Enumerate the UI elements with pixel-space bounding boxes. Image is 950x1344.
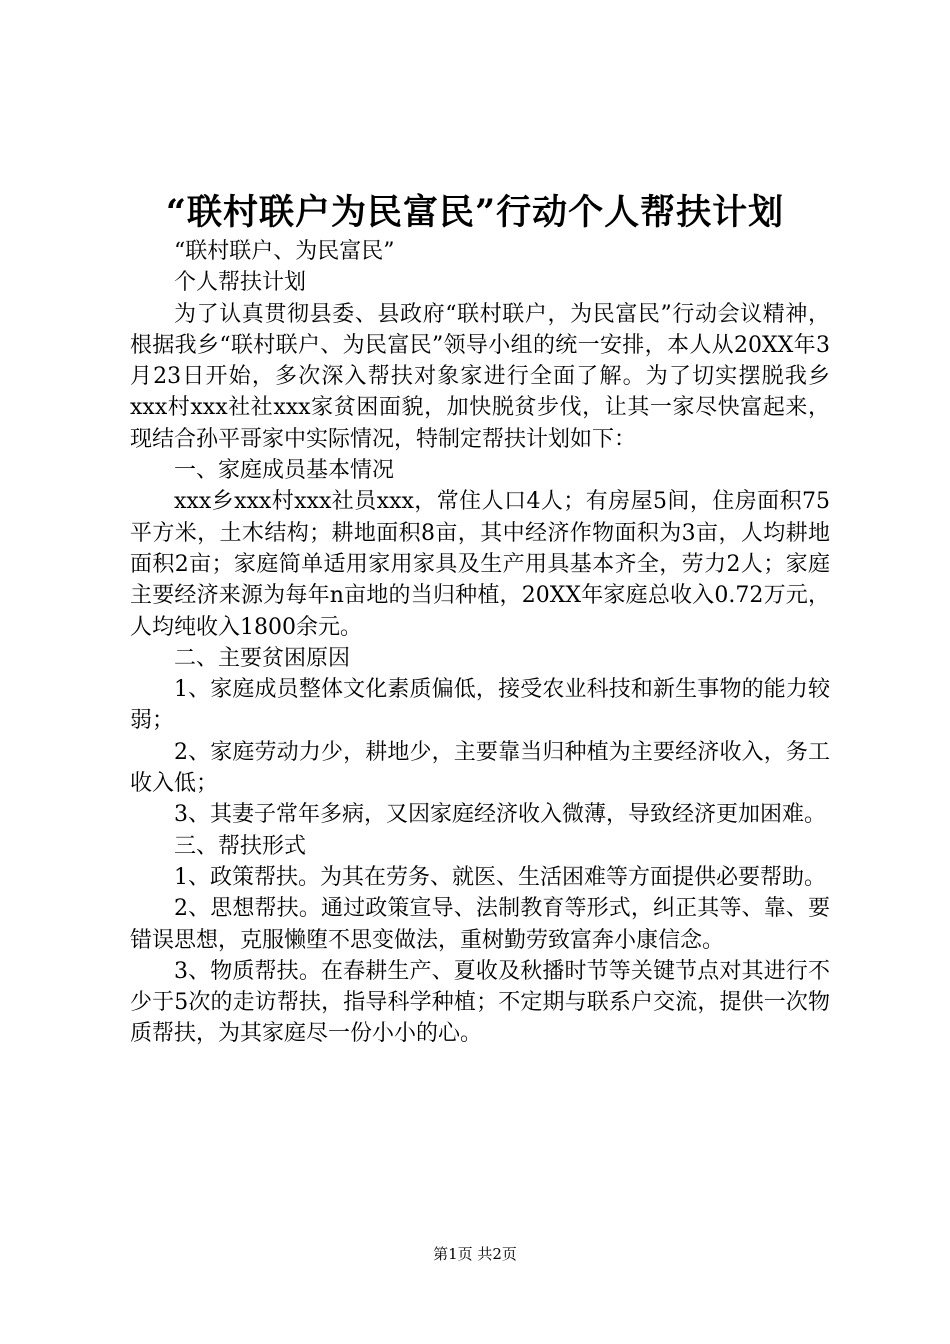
paragraph-family-info: xxx乡xxx村xxx社员xxx，常住人口4人；有房屋5间，住房面积75平方米，土木结构；耕地面积8亩，其中经济作物面积为3亩，人均耕地面积2亩；家庭简单适用家用家具及生产用具基本齐全，劳力2人；家庭主要经济来源为每年n亩地的当归种植，20XX年家庭总收入0.72万元，人均纯收入1800余元。 <box>130 489 830 640</box>
paragraph-form-2: 2、思想帮扶。通过政策宣导、法制教育等形式，纠正其等、靠、要错误思想，克服懒堕不思变做法，重树勤劳致富奔小康信念。 <box>130 896 830 953</box>
document-body <box>130 236 830 1050</box>
page-footer: 第1页 共2页 <box>433 1245 517 1263</box>
paragraph-form-3: 3、物质帮扶。在春耕生产、夏收及秋播时节等关键节点对其进行不少于5次的走访帮扶，指导科学种植；不定期与联系户交流，提供一次物质帮扶，为其家庭尽一份小小的心。 <box>130 958 830 1047</box>
paragraph-reason-1: 1、家庭成员整体文化素质偏低，接受农业科技和新生事物的能力较弱； <box>130 677 830 734</box>
section-heading-3: 三、帮扶形式 <box>174 833 307 859</box>
paragraph-form-1: 1、政策帮扶。为其在劳务、就医、生活困难等方面提供必要帮助。 <box>174 864 826 890</box>
paragraph-subtitle-2: 个人帮扶计划 <box>174 270 307 296</box>
paragraph-reason-2: 2、家庭劳动力少，耕地少，主要靠当归种植为主要经济收入，务工收入低； <box>130 739 830 797</box>
paragraph-intro: 为了认真贯彻县委、县政府“联村联户，为民富民”行动会议精神，根据我乡“联村联户、为民富民”领导小组的统一安排，本人从20XX年3月23日开始，多次深入帮扶对象家进行全面了解。为了切实摆脱我乡xxx村xxx社社xxx家贫困面貌，加快脱贫步伐，让其一家尽快富起来，现结合孙平哥家中实际情况，特制定帮扶计划如下： <box>130 301 830 452</box>
section-heading-2: 二、主要贫困原因 <box>174 645 351 671</box>
paragraph-reason-3: 3、其妻子常年多病，又因家庭经济收入微薄，导致经济更加困难。 <box>174 802 826 828</box>
section-heading-1: 一、家庭成员基本情况 <box>174 458 395 484</box>
paragraph-subtitle-1: “联村联户、为民富民” <box>174 239 395 264</box>
document-title: “联村联户为民富民”行动个人帮扶计划 <box>165 192 785 233</box>
